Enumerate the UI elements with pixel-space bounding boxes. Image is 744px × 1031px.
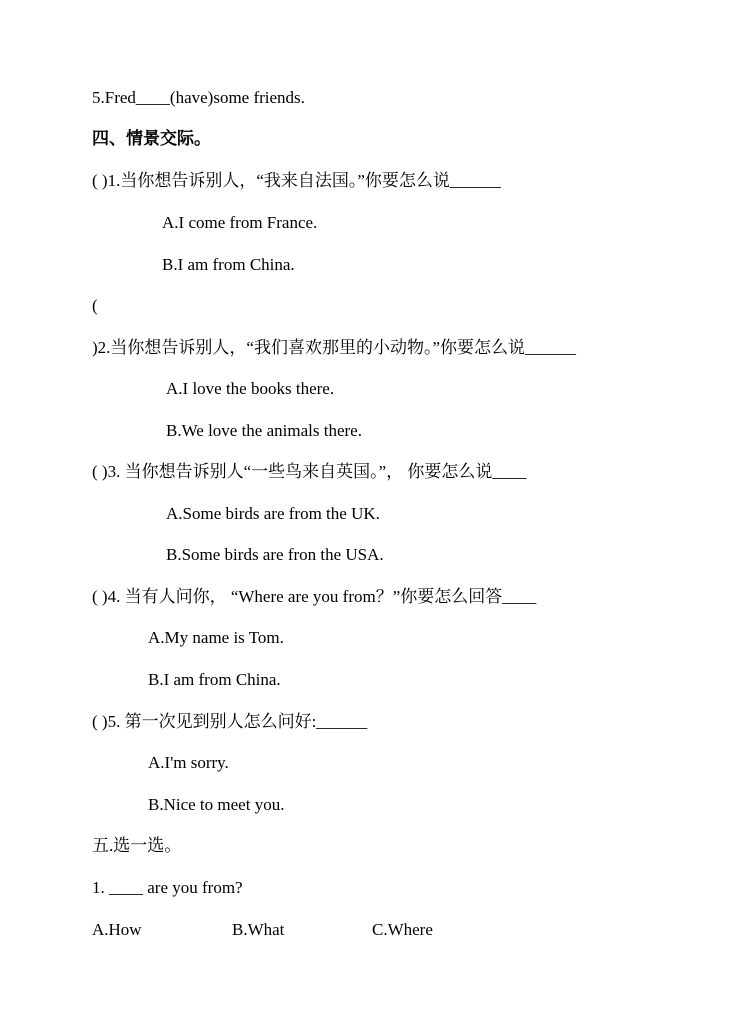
question-4-stem: ( )4. 当有人问你， “Where are you from？”你要怎么回答____ <box>92 587 537 606</box>
question-1-option-b: B.I am from China. <box>162 255 295 274</box>
question-1-stem: ( )1.当你想告诉别人，“我来自法国。”你要怎么说______ <box>92 171 501 190</box>
choice-question-1-option-b: B.What <box>232 920 285 939</box>
question-4-option-a: A.My name is Tom. <box>148 628 284 647</box>
question-5-option-a: A.I'm sorry. <box>148 753 229 772</box>
question-1-option-a: A.I come from France. <box>162 213 318 232</box>
question-5-option-b: B.Nice to meet you. <box>148 795 285 814</box>
choice-question-1-option-c: C.Where <box>372 920 433 939</box>
question-2-stem: )2.当你想告诉别人，“我们喜欢那里的小动物。”你要怎么说______ <box>92 338 577 357</box>
question-3-option-a: A.Some birds are from the UK. <box>166 504 380 523</box>
choice-question-1-stem: 1. ____ are you from? <box>92 878 243 897</box>
question-4-option-b: B.I am from China. <box>148 670 281 689</box>
question-2-option-a: A.I love the books there. <box>166 379 335 398</box>
section-heading-situational-dialogue: 四、情景交际。 <box>92 129 211 148</box>
question-3-stem: ( )3. 当你想告诉别人“一些鸟来自英国。”， 你要怎么说____ <box>92 462 527 481</box>
question-2-bracket: ( <box>92 296 98 315</box>
question-3-option-b: B.Some birds are fron the USA. <box>166 545 384 564</box>
question-2-option-b: B.We love the animals there. <box>166 421 362 440</box>
section-heading-multiple-choice: 五.选一选。 <box>92 836 182 855</box>
choice-question-1-option-a: A.How <box>92 920 142 939</box>
fill-blank-question-5: 5.Fred____(have)some friends. <box>92 88 305 107</box>
question-5-stem: ( )5. 第一次见到别人怎么问好:______ <box>92 712 368 731</box>
